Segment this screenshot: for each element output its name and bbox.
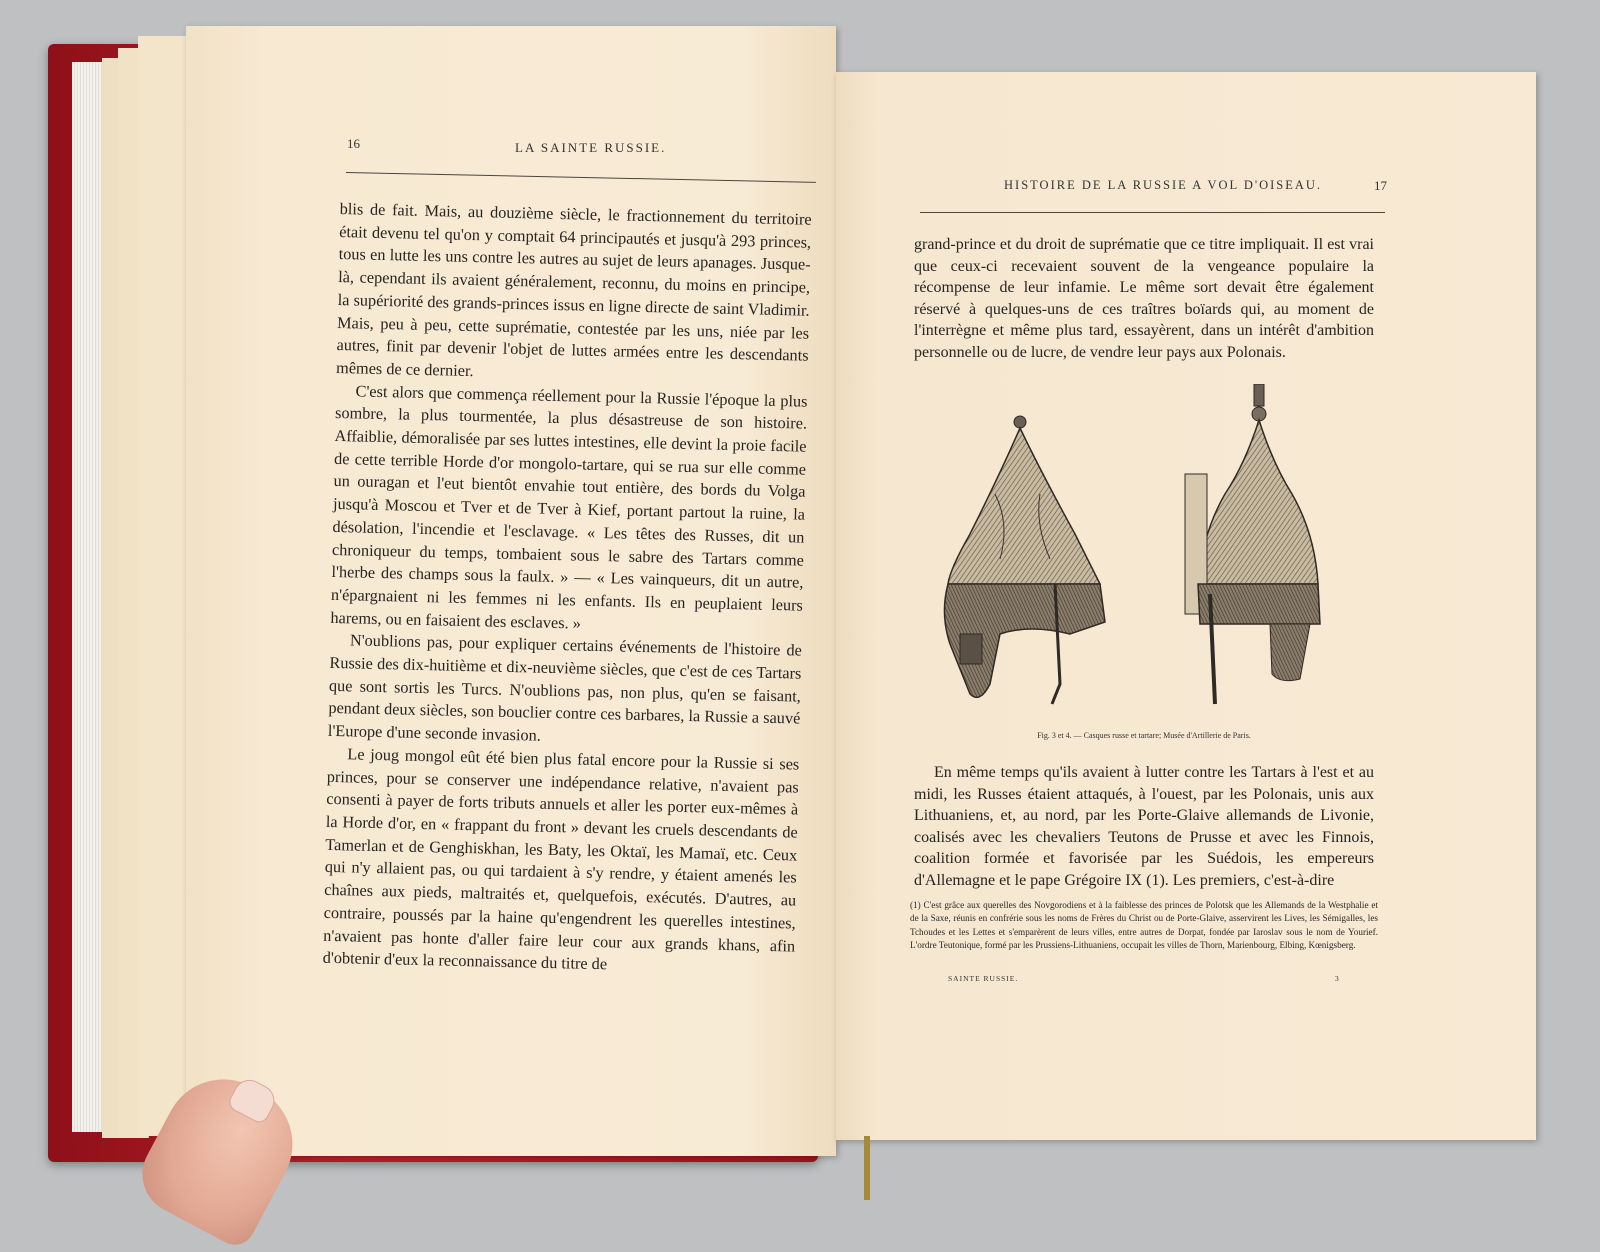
right-running-head: HISTOIRE DE LA RUSSIE A VOL D'OISEAU.: [1004, 178, 1323, 192]
page-stack: [138, 36, 189, 1136]
paragraph: N'oublions pas, pour expliquer certains événements de l'histoire de Russie des dix-huitième et dix-neuvième siècles, que c'est de ces Tartars que sont sortis les Turcs. N'oublions pas, non plus, qu'en se faisant, pendant deux siècles, son bouclier contre ces barbares, la Russie a sauvé l'Europe d'une seconde invasion.: [327, 630, 803, 745]
left-page-number: 16: [347, 136, 360, 151]
left-body-text: [322, 198, 811, 980]
right-page-number: 17: [1374, 178, 1387, 193]
header-rule: [920, 212, 1385, 213]
russian-helmet: [944, 416, 1105, 704]
paragraph: Le joug mongol eût été bien plus fatal encore pour la Russie si ses princes, pour se conserver une indépendance relative, n'avaient pas consenti à payer de forts tributs annuels et aller les porter eux-mêmes à la Horde d'or, en « frappant du front » devant les cruels descendants de Tamerlan et de Genghiskhan, les Baty, les Oktaï, les Mamaï, etc. Ceux qui n'y allaient pas, ou qui tardaient à s'y rendre, y étaient amenés les chaînes aux pieds, maltraités et, quelquefois, exécutés. D'autres, au contraire, poussés par la haine qu'engendrent les querelles intestines, n'avaient pas honte d'aller faire leur cour aux grands khans, afin d'obtenir d'eux la reconnaissance du titre de: [322, 744, 800, 974]
tartar-helmet: [1185, 384, 1320, 704]
figure-caption: Fig. 3 et 4. — Casques russe et tartare; Musée d'Artillerie de Paris.: [1037, 731, 1251, 740]
signature-mark: SAINTE RUSSIE.: [948, 974, 1019, 983]
paragraph: grand-prince et du droit de suprématie que ce titre impliquait. Il est vrai que ceux-ci recevaient souvent de la vengeance populaire la récompense de leur infamie. Le même sort devait être également réservé à quelques-uns de ces traîtres boïards qui, au moment de l'interrègne et même plus tard, essayèrent, dans un intérêt d'ambition personnelle ou de lucre, de vendre leur pays aux Polonais.: [914, 236, 1374, 361]
paragraph: C'est alors que commença réellement pour la Russie l'époque la plus sombre, la plus tourmentée, la plus désastreuse de son histoire. Affaiblie, démoralisée par ses luttes intestines, elle devint la proie facile de cette terrible Horde d'or mongolo-tartare, qui se rua sur elle comme un ouragan et l'eut bientôt envahie tout entière, des bords du Volga jusqu'à Moscou et Tver et de Tver à Kief, portant partout la ruine, la désolation, l'incendie et l'esclavage. « Les têtes des Russes, dit un chroniqueur du temps, tombaient sous le sabre des Tartars comme l'herbe des champs sous la faulx. » — « Les vainqueurs, dit un autre, n'épargnaient ni les femmes ni les enfants. Ils en peuplaient leurs harems, ou en faisaient des esclaves. »: [330, 381, 808, 633]
paragraph: En même temps qu'ils avaient à lutter contre les Tartars à l'est et au midi, les Russes étaient attaqués, à l'ouest, par les Polonais, unis aux Lithuaniens, et, au nord, par les Porte-Glaive allemands de Livonie, coalisés avec les chevaliers Teutons de Prusse et avec les Finnois, coalition formée et favorisée par les Suédois, les empereurs d'Allemagne et le pape Grégoire IX (1). Les premiers, c'est-à-dire: [914, 764, 1374, 889]
helmets-illustration: [940, 384, 1340, 724]
helmets-engraving: [940, 384, 1340, 724]
endpaper: [72, 62, 104, 1132]
right-body-text-top: [914, 234, 1374, 364]
left-running-head: LA SAINTE RUSSIE.: [515, 140, 667, 155]
paragraph: blis de fait. Mais, au douzième siècle, le fractionnement du territoire était devenu tel qu'on y comptait 64 principautés et jusqu'à 293 princes, tous en lutte les uns contre les autres au sujet de leurs apanages. Jusque-là, cependant ils avaient généralement, reconnu, du moins en principe, la supériorité des grands-princes issus en ligne directe de saint Vladimir. Mais, peu à peu, cette suprématie, contestée par les uns, niée par les autres, finit par devenir l'objet de luttes armées entre les descendants mêmes de ce dernier.: [335, 198, 812, 380]
footnote: (1) C'est grâce aux querelles des Novgorodiens et à la faiblesse des princes de Polotsk que les Allemands de la Westphalie et de la Saxe, réunis en confrérie sous les noms de Frères du Christ ou de Porte-Glaive, asservirent les Lives, les Sémigalles, les Tchoudes et les Lettes et s'emparèrent de leurs villes, entre autres de Dorpat, fondée par Iaroslav sous le nom de Yourief. L'ordre Teutonique, formé par les Prussiens-Lithuaniens, occupait les villes de Thorn, Marienbourg, Elbing, Kœnigsberg.: [910, 900, 1378, 950]
signature-number: 3: [1335, 974, 1340, 983]
right-body-text-bottom: [914, 762, 1374, 892]
bookmark-ribbon: [864, 1136, 870, 1200]
